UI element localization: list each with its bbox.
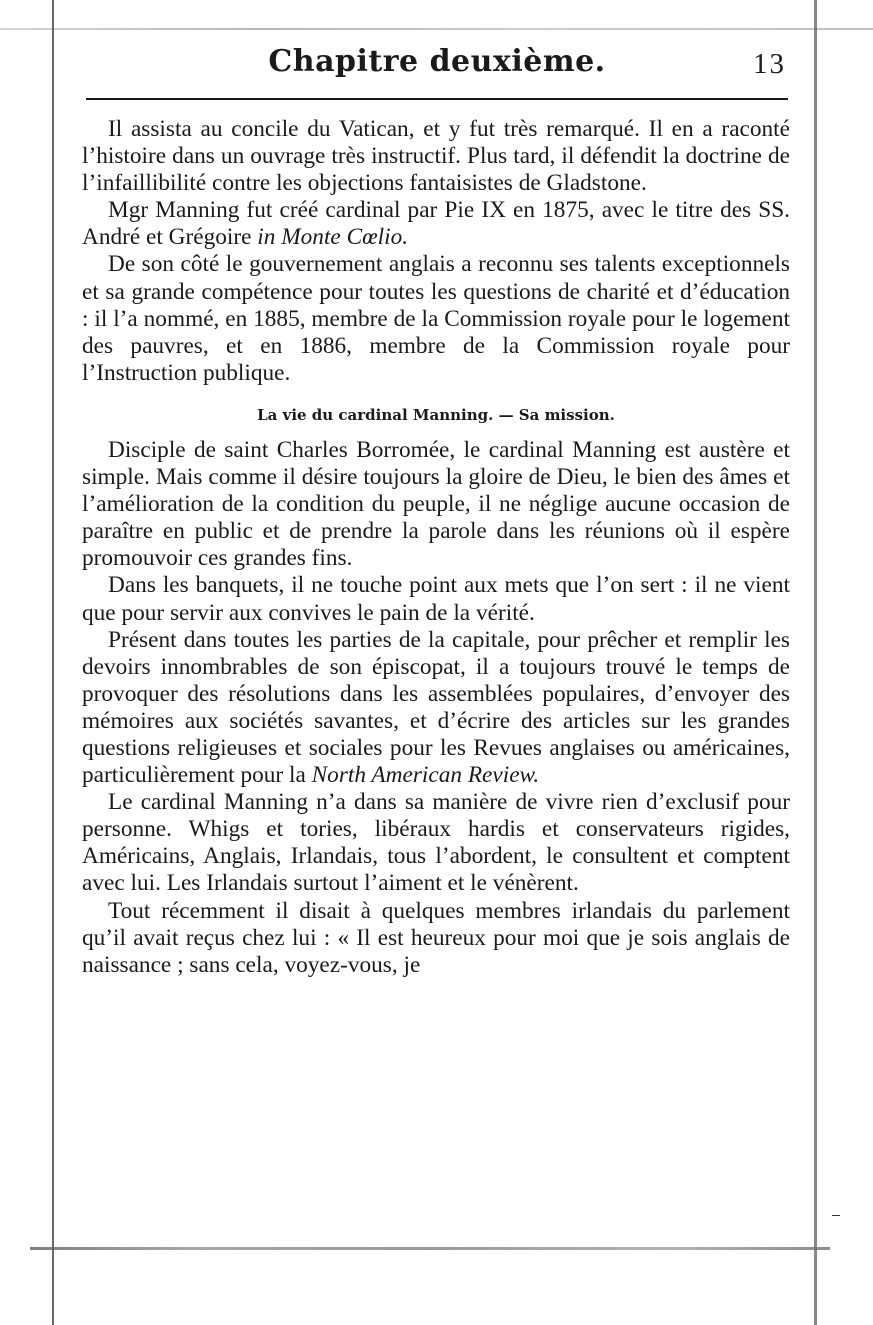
italic-text: in Monte Cœlio. bbox=[257, 224, 409, 251]
text-segment: Il assista au concile du Vatican, et y fut très remarqué. Il en a raconté l’histoire dans un ouvrage très instructif. Plus tard, il défendit la doctrine de l’infaillibilité contre les objections fantaisistes de Gladstone. bbox=[82, 116, 790, 197]
paragraph bbox=[82, 627, 790, 790]
scan-artifact-right-edge bbox=[814, 0, 817, 1325]
page-number: 13 bbox=[753, 48, 786, 80]
paragraph bbox=[82, 572, 790, 626]
text-segment: La vie du cardinal Manning. — Sa mission. bbox=[257, 405, 615, 424]
section-heading bbox=[82, 405, 790, 425]
text-segment: Tout récemment il disait à quelques membres irlandais du parlement qu’il avait reçus chez lui : « Il est heureux pour moi que je sois anglais de naissance ; sans cela, voyez-vous, je bbox=[82, 897, 790, 978]
paragraph bbox=[82, 898, 790, 979]
text-segment: Mgr Manning fut créé cardinal par Pie IX en 1875, avec le titre des SS. André et Grégoire bbox=[82, 197, 790, 251]
paragraph bbox=[82, 437, 790, 572]
text-segment: Dans les banquets, il ne touche point aux mets que l’on sert : il ne vient que pour servir aux convives le pain de la vérité. bbox=[82, 572, 790, 626]
scan-artifact-top bbox=[0, 28, 873, 30]
header-rule bbox=[86, 98, 788, 100]
paragraph bbox=[82, 789, 790, 897]
page-body bbox=[82, 116, 790, 979]
paragraph bbox=[82, 251, 790, 386]
scan-artifact-left-edge bbox=[52, 0, 54, 1325]
page-header bbox=[86, 44, 788, 98]
text-segment: Disciple de saint Charles Borromée, le cardinal Manning est austère et simple. Mais comme il désire toujours la gloire de Dieu, le bien des âmes et l’amélioration de la condition du peuple, il ne néglige aucune occasion de paraître en public et de prendre la parole dans les réunions où il espère promouvoir ces grandes fins. bbox=[82, 436, 790, 572]
text-segment: De son côté le gouvernement anglais a reconnu ses talents exceptionnels et sa grande compétence pour toutes les questions de charité et d’éducation : il l’a nommé, en 1885, membre de la Commission royale pour le logement des pauvres, et en 1886, membre de la Commission royale pour l’Instruction publique. bbox=[82, 251, 790, 386]
text-segment: Le cardinal Manning n’a dans sa manière de vivre rien d’exclusif pour personne. Whigs et tories, libéraux hardis et conservateurs rigides, Américains, Anglais, Irlandais, tous l’abordent, le consultent et comptent avec lui. Les Irlandais surtout l’aiment et le vénèrent. bbox=[82, 789, 790, 897]
text-segment: Présent dans toutes les parties de la capitale, pour prêcher et remplir les devoirs innombrables de son épiscopat, il a toujours trouvé le temps de provoquer des résolutions dans les assemblées populaires, d’envoyer des mémoires aux sociétés savantes, et d’écrire des articles sur les grandes questions religieuses et sociales pour les Revues anglaises ou américaines, particulièrement pour la bbox=[82, 626, 790, 789]
paragraph bbox=[82, 116, 790, 197]
scan-artifact-tick bbox=[832, 1215, 840, 1216]
italic-text: North American Review. bbox=[311, 762, 540, 789]
paragraph bbox=[82, 197, 790, 251]
scan-artifact-bottom bbox=[30, 1247, 830, 1250]
chapter-title: Chapitre deuxième. bbox=[268, 44, 606, 79]
